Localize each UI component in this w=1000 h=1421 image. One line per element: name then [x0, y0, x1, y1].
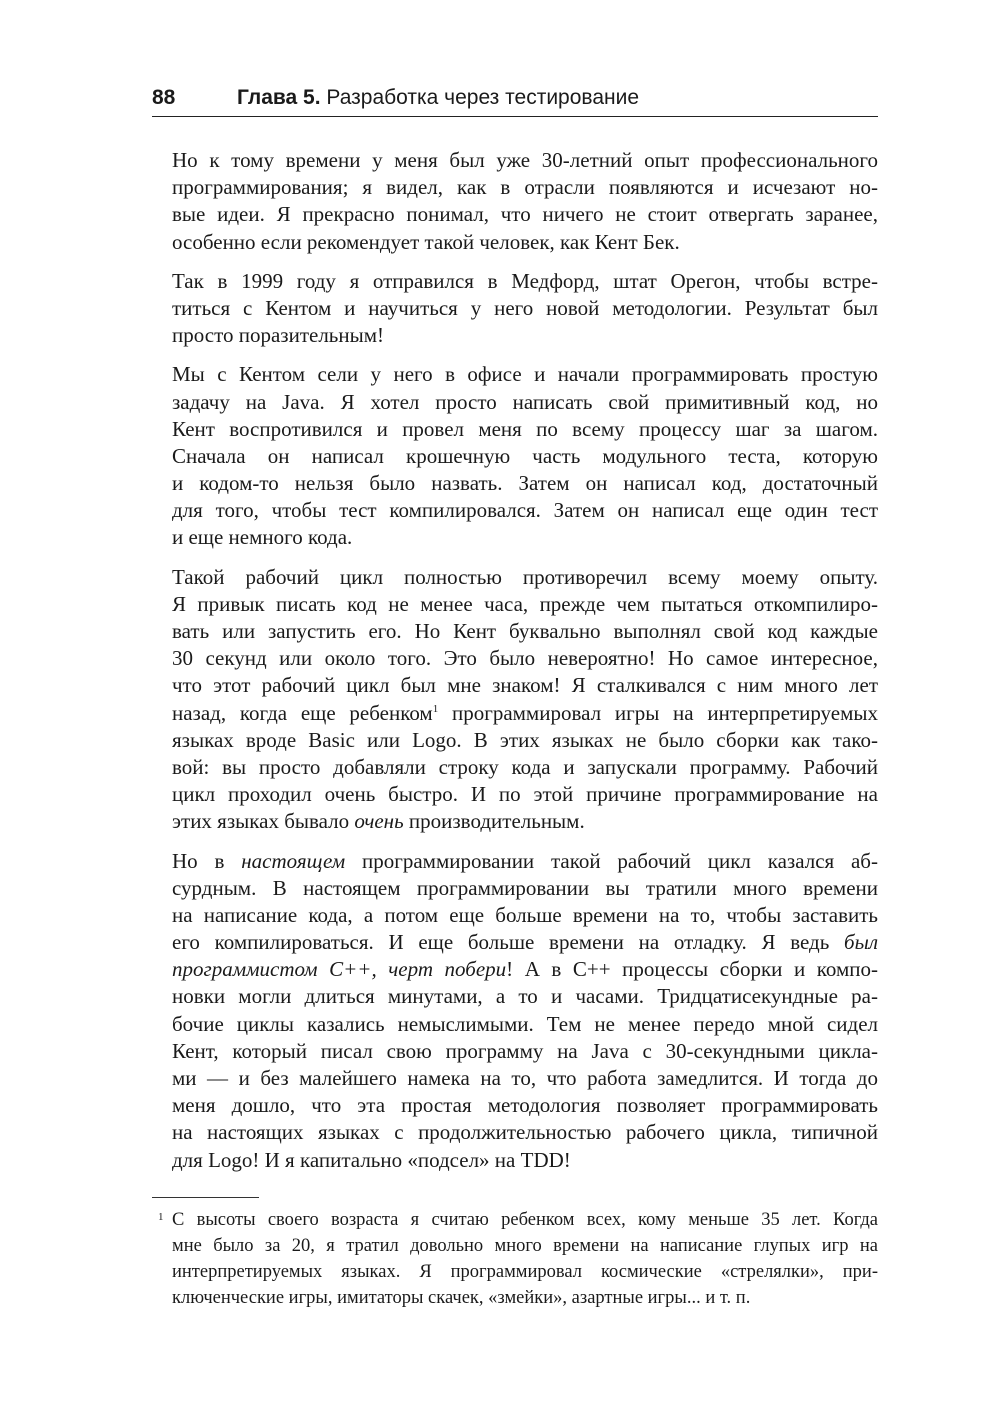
text-line	[172, 902, 878, 929]
text-segment: бочие циклы казались немыслимыми. Тем не менее передо мной сидел	[172, 1011, 878, 1036]
text-segment: ! А в С++ процессы сборки и компо-	[506, 957, 878, 982]
text-segment: Мы с Кентом сели у него в офисе и начали программировать простую	[172, 362, 878, 387]
text-line	[172, 754, 878, 781]
text-line	[172, 929, 878, 956]
paragraph	[172, 361, 878, 551]
text-line	[172, 618, 878, 645]
text-line	[172, 781, 878, 808]
text-line	[172, 174, 878, 201]
footnote-line: ключенческие игры, имитаторы скачек, «змейки», азартные игры... и т. п.	[172, 1288, 751, 1308]
text-line	[172, 564, 878, 591]
body-text	[172, 147, 878, 1186]
text-line	[172, 1011, 878, 1038]
text-segment: Так в 1999 году я отправился в Медфорд, штат Орегон, чтобы встре-	[172, 268, 878, 293]
text-segment: Кент воспротивился и провел меня по всему процессу шаг за шагом.	[172, 416, 878, 441]
running-header	[152, 86, 878, 117]
paragraph	[172, 147, 878, 256]
text-segment: программировал игры на интерпретируемых	[438, 700, 878, 725]
text-line	[172, 295, 878, 322]
emphasis: был	[844, 930, 878, 955]
emphasis: настоящем	[241, 848, 346, 873]
text-line	[172, 1038, 878, 1065]
text-line	[172, 268, 878, 295]
text-line	[172, 727, 878, 754]
page-number: 88	[152, 86, 176, 109]
text-segment: языках вроде Basic или Logo. В этих языках не было сборки как тако-	[172, 727, 878, 752]
text-segment: меня дошло, что эта простая методология позволяет программировать	[172, 1093, 878, 1118]
text-segment: что этот рабочий цикл был мне знаком! Я сталкивался с ним много лет	[172, 673, 878, 698]
text-line	[172, 645, 878, 672]
text-segment: Кент, который писал свою программу на Java с 30-секундными цикла-	[172, 1038, 878, 1063]
text-segment: ми — и без малейшего намека на то, что работа замедлится. И тогда до	[172, 1066, 878, 1090]
footnote-reference: 1	[432, 702, 439, 715]
text-line	[172, 361, 878, 388]
text-line	[172, 848, 878, 875]
text-segment: Такой рабочий цикл полностью противоречил всему моему опыту.	[172, 564, 878, 589]
chapter-label: Глава 5.	[237, 86, 321, 109]
text-line	[172, 322, 878, 349]
text-line	[172, 591, 878, 618]
text-line	[172, 524, 878, 551]
paragraph	[172, 848, 878, 1174]
text-segment: Сначала он написал крошечную часть модульного теста, которую	[172, 443, 878, 468]
text-line	[172, 443, 878, 470]
text-segment: цикл проходил очень быстро. И по этой причине программирование на	[172, 782, 878, 807]
text-segment: Но к тому времени у меня был уже 30-летний опыт профессионального	[172, 148, 878, 172]
text-segment: для того, чтобы тест компилировался. Затем он написал еще один тест	[172, 498, 878, 523]
text-segment: производительным.	[403, 809, 585, 834]
text-segment: программировании такой рабочий цикл казался аб-	[345, 848, 878, 873]
text-line	[172, 470, 878, 497]
text-line	[172, 1147, 878, 1174]
text-segment: на написание кода, а потом еще больше времени на то, чтобы заставить	[172, 902, 878, 927]
text-segment: его компилироваться. И еще больше времени на отладку. Я ведь	[172, 930, 845, 955]
text-line	[172, 1065, 878, 1092]
text-line	[172, 956, 878, 983]
text-line	[172, 147, 878, 174]
text-segment: просто поразительным!	[172, 323, 385, 348]
text-line	[172, 700, 878, 727]
text-segment: новки могли длиться минутами, а то и часами. Тридцатисекундные ра-	[172, 984, 878, 1009]
text-segment: Я привык писать код не менее часа, прежде чем пытаться откомпилиро-	[172, 591, 878, 616]
footnote-line: интерпретируемых языках. Я программировал космические «стрелялки», при-	[172, 1262, 878, 1282]
text-line	[172, 389, 878, 416]
text-line	[172, 875, 878, 902]
emphasis: программистом С++, черт побери	[172, 957, 507, 982]
text-segment: программирования; я видел, как в отрасли появляются и исчезают но-	[172, 175, 878, 200]
text-segment: вать или запустить его. Но Кент буквально выполнял свой код каждые	[172, 619, 878, 643]
text-line	[172, 229, 878, 256]
text-segment: 30 секунд или около того. Это было невероятно! Но самое интересное,	[172, 646, 878, 671]
paragraph	[172, 268, 878, 350]
text-segment: для Logo! И я капитально «подсел» на TDD!	[172, 1147, 571, 1172]
footnote-line: С высоты своего возраста я считаю ребенком всех, кому меньше 35 лет. Когда	[172, 1210, 878, 1230]
text-segment: на настоящих языках с продолжительностью рабочего цикла, типичной	[172, 1120, 878, 1145]
footnote-divider	[152, 1197, 259, 1198]
text-line	[172, 1119, 878, 1146]
footnote-line: мне было за 20, я тратил довольно много времени на написание глупых игр на	[172, 1236, 878, 1256]
text-segment: задачу на Java. Я хотел просто написать свой примитивный код, но	[172, 389, 878, 414]
text-line	[172, 201, 878, 228]
text-segment: и еще немного кода.	[172, 525, 353, 550]
footnote-marker: 1	[158, 1211, 164, 1223]
text-line	[172, 1092, 878, 1119]
text-segment: и кодом-то нельзя было назвать. Затем он написал код, достаточный	[172, 471, 878, 496]
text-segment: титься с Кентом и научиться у него новой методологии. Результат был	[172, 295, 878, 320]
text-segment: вые идеи. Я прекрасно понимал, что ничего не стоит отвергать заранее,	[172, 202, 878, 227]
text-line	[172, 983, 878, 1010]
text-segment: Но в	[172, 848, 242, 873]
paragraph	[172, 564, 878, 836]
text-segment: особенно если рекомендует такой человек, как Кент Бек.	[172, 229, 680, 254]
chapter-heading	[237, 86, 639, 110]
text-line	[172, 672, 878, 699]
text-line	[172, 808, 878, 835]
text-line	[172, 416, 878, 443]
emphasis: очень	[354, 809, 404, 834]
text-segment: назад, когда еще ребенком	[172, 700, 433, 725]
text-line	[172, 497, 878, 524]
chapter-title: Разработка через тестирование	[326, 86, 640, 109]
footnote	[158, 1207, 878, 1311]
text-segment: вой: вы просто добавляли строку кода и запускали программу. Рабочий	[172, 754, 878, 779]
text-segment: сурдным. В настоящем программировании вы тратили много времени	[172, 875, 878, 900]
text-segment: этих языках бывало	[172, 809, 355, 834]
